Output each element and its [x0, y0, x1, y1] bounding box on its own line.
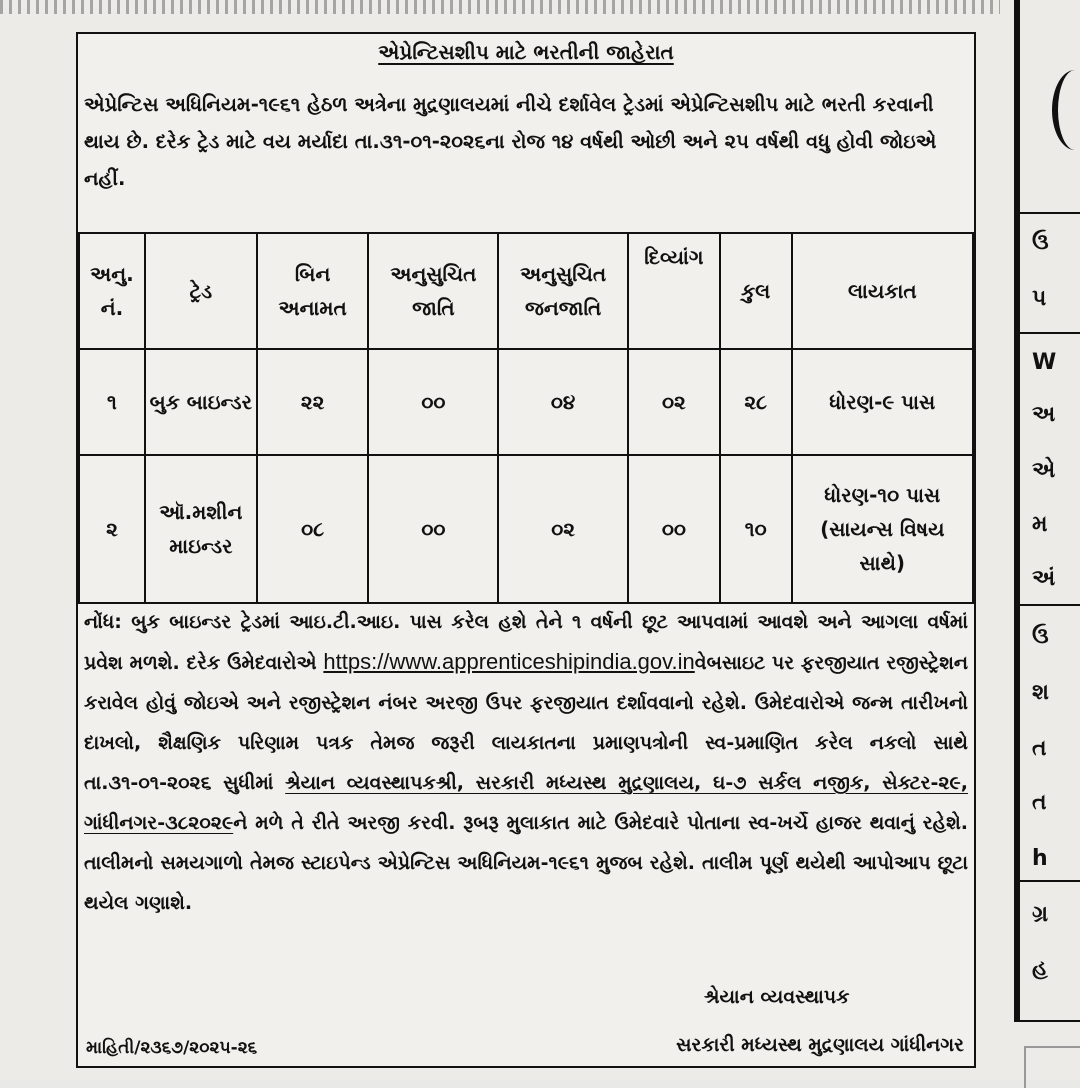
adjacent-letter: એ [1032, 458, 1056, 483]
header-st: અનુસુચિત જનજાતિ [498, 233, 628, 349]
adjacent-letter: ઉ [1032, 624, 1049, 649]
header-total: કુલ [720, 233, 792, 349]
adjacent-letter: h [1032, 846, 1048, 871]
cell-total: ૨૮ [720, 349, 792, 455]
cell-sc: ૦૦ [368, 349, 498, 455]
header-sc: અનુસુચિત જાતિ [368, 233, 498, 349]
cell-st: ૦૨ [498, 455, 628, 603]
header-qualification: લાયકાત [792, 233, 973, 349]
cell-sc: ૦૦ [368, 455, 498, 603]
adjacent-letter: હ [1032, 956, 1048, 981]
cell-qualification: ધોરણ-૧૦ પાસ (સાયન્સ વિષય સાથે) [792, 455, 973, 603]
cell-sr: ૧ [79, 349, 145, 455]
cell-qualification: ધોરણ-૯ પાસ [792, 349, 973, 455]
adjacent-letter: ત [1032, 736, 1047, 761]
adjacent-arc-graphic [1052, 70, 1080, 150]
column-divider [1014, 0, 1020, 1022]
adjacent-letter: શ [1032, 680, 1049, 705]
vacancy-table [78, 232, 974, 604]
cell-trade: ઑ.મશીન માઇન્ડર [145, 455, 257, 603]
note-text-1: બુક બાઇન્ડર ટ્રેડમાં આઇ.ટી.આઇ. પાસ કરેલ હશે તેને ૧ વર્ષની છૂટ આપવામાં આવશે અને આગલા વર્ષમાં પ્રવેશ મળશે. દરેક ઉમેદવારોએ [84, 611, 968, 674]
top-text-strip [0, 0, 1000, 14]
adjacent-letter: અ [1032, 402, 1056, 427]
adjacent-rule [1020, 880, 1080, 882]
cell-divyang: ૦૨ [628, 349, 720, 455]
header-trade: ટ્રેડ [145, 233, 257, 349]
signature-title: શ્રેયાન વ્યવસ્થાપક [704, 986, 850, 1008]
cell-st: ૦૪ [498, 349, 628, 455]
cell-divyang: ૦૦ [628, 455, 720, 603]
header-divyang: દિવ્યાંગ [628, 233, 720, 349]
adjacent-rule [1020, 1020, 1080, 1022]
note-label: નોંધ: [84, 611, 122, 633]
adjacent-rule [1020, 212, 1080, 214]
table-row [79, 455, 973, 603]
office-address: શ્રેયાન વ્યવસ્થાપકશ્રી, સરકારી મધ્યસ્થ મુદ્રણાલય, ઘ-૭ સર્કલ નજીક, સેક્ટર-૨૯, ગાંધીનગર-૩૮૨૦૨૯ [84, 772, 968, 834]
apprenticeship-notice [76, 32, 976, 1068]
adjacent-rule [1020, 604, 1080, 606]
adjacent-letter: પ [1032, 286, 1047, 311]
adjacent-column [1014, 0, 1080, 1080]
adjacent-letter: ત [1032, 790, 1047, 815]
notice-intro: એપ્રેન્ટિસ અધિનિયમ-૧૯૬૧ હેઠળ અત્રેના મુદ્રણાલયમાં નીચે દર્શાવેલ ટ્રેડમાં એપ્રેન્ટિસશીપ માટે ભરતી કરવાની થાય છે. દરેક ટ્રેડ માટે વય મર્યાદા તા.૩૧-૦૧-૨૦૨૬ના રોજ ૧૪ વર્ષથી ઓછી અને ૨૫ વર્ષથી વધુ હોવી જોઇએ નહીં. [84, 93, 937, 190]
cell-total: ૧૦ [720, 455, 792, 603]
notice-title: એપ્રેન્ટિસશીપ માટે ભરતીની જાહેરાત [378, 40, 674, 64]
header-general: બિન અનામત [257, 233, 369, 349]
signature-office: સરકારી મધ્યસ્થ મુદ્રણાલય ગાંધીનગર [676, 1034, 964, 1056]
apprenticeship-website-link[interactable]: https://www.apprenticeshipindia.gov.in [323, 649, 695, 674]
table-row [79, 349, 973, 455]
adjacent-box [1024, 1046, 1080, 1088]
reference-number: માહિતી/૨૩૬૭/૨૦૨૫-૨૬ [86, 1038, 258, 1058]
note-text-3: ને મળે તે રીતે અરજી કરવી. રૂબરૂ મુલાકાત માટે ઉમેદવારે પોતાના સ્વ-ખર્ચે હાજર થવાનું રહેશે. તાલીમનો સમયગાળો તેમજ સ્ટાઇપેન્ડ એપ્રેન્ટિસ અધિનિયમ-૧૯૬૧ મુજબ રહેશે. તાલીમ પૂર્ણ થયેથી આપોઆપ છૂટા થયેલ ગણાશે. [84, 812, 968, 914]
adjacent-letter: ગ્ર [1032, 902, 1049, 927]
header-sr: અનુ. નં. [79, 233, 145, 349]
adjacent-letter: અં [1032, 566, 1056, 591]
adjacent-letter: ઉ [1032, 230, 1049, 255]
cell-general: ૦૮ [257, 455, 369, 603]
notice-notes [84, 602, 968, 923]
table-header-row [79, 233, 973, 349]
cell-trade: બુક બાઇન્ડર [145, 349, 257, 455]
cell-general: ૨૨ [257, 349, 369, 455]
cell-sr: ૨ [79, 455, 145, 603]
adjacent-letter: W [1032, 350, 1057, 375]
note-text-2: વેબસાઇટ પર ફરજીયાત રજીસ્ટ્રેશન કરાવેલ હોવું જોઇએ અને રજીસ્ટ્રેશન નંબર અરજી ઉપર ફરજીયાત દર્શાવવાનો રહેશે. ઉમેદવારોએ જન્મ તારીખનો દાખલો, શૈક્ષણિક પરિણામ પત્રક તેમજ જરૂરી લાયકાતના પ્રમાણપત્રોની સ્વ-પ્રમાણિત કરેલ નકલો સાથે તા.૩૧-૦૧-૨૦૨૬ સુધીમાં [84, 652, 968, 794]
adjacent-rule [1020, 332, 1080, 334]
adjacent-letter: મ [1032, 512, 1048, 537]
